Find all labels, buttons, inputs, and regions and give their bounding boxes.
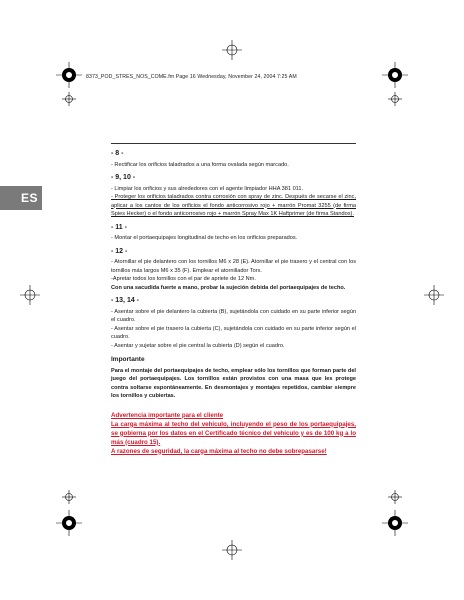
section-title: - 9, 10 -	[111, 174, 136, 181]
section-11	[111, 224, 356, 243]
registration-mark-icon	[382, 510, 408, 536]
section-title: - 12 -	[111, 247, 128, 255]
step-text: - Montar el portaequipajes longitudinal de techo en los orificios preparados.	[111, 235, 298, 241]
crosshair-icon	[388, 92, 402, 106]
warning-text: A razones de seguridad, la carga máxima al techo no debe sobrepasarse!	[111, 447, 327, 455]
crosshair-icon	[222, 540, 242, 560]
customer-warning	[111, 411, 356, 456]
registration-mark-icon	[382, 62, 408, 88]
section-title: - 11 -	[111, 223, 127, 231]
step-text: - Rectificar los orificios taladrados a una forma ovalada según marcado.	[111, 161, 289, 168]
warning-text: La carga máxima al techo del vehículo, incluyendo el peso de los portaequipajes, se gobierna por los datos en el Certificado técnico del vehículo y es de 100 kg a lo más (cuadro 15).	[111, 420, 356, 446]
section-9-10	[111, 174, 356, 219]
top-rule	[111, 143, 356, 144]
important-text: Para el montaje del portaequipajes de techo, emplear sólo los tornillos que forman parte del juego del portaequipajes. Los tornillos están provistos con una masa que les protege contra soltarse espontáneamente. En desmontajes y montajes repetidos, cambiar siempre los tornillos y cubiertas.	[111, 367, 356, 399]
crosshair-icon	[62, 92, 76, 106]
crosshair-icon	[20, 285, 40, 305]
crosshair-icon	[424, 285, 444, 305]
step-text: -Apretar todos los tornillos con el par de apriete de 12 Nm.	[111, 276, 256, 282]
important-heading: Importante	[111, 356, 145, 363]
step-text: - Limpiar los orificios y sus alrededores con el agente limpiador HHA 381 011.	[111, 185, 304, 192]
step-text: - Asentar sobre el pie delantero la cubierta (B), sujetándola con cuidado en su parte inferior según el cuadro.	[111, 308, 356, 323]
section-title: - 8 -	[111, 150, 124, 157]
language-tab: ES	[0, 186, 42, 210]
step-text: - Proteger los orificios taladrados contra corrosión con spray de zinc. Después de secarse el zinc, aplicar a los cantos de los orificios el fondo anticorrosivo rojo + marrón Promat 3255 (de firma Spies Hecker) o el fondo anticorrosivo rojo + marrón Spray Max 1K Haftprimer (de firma Standox).	[111, 194, 356, 217]
crosshair-icon	[388, 490, 402, 504]
section-12	[111, 248, 356, 293]
registration-mark-icon	[56, 510, 82, 536]
warning-title: Advertencia importante para el cliente	[111, 411, 224, 419]
crosshair-icon	[222, 40, 242, 60]
step-note-bold: Con una sacudida fuerte a mano, probar la sujeción debida del portaequipajes de techo.	[111, 284, 346, 291]
section-8	[111, 150, 356, 169]
section-13-14	[111, 297, 356, 350]
page-content	[111, 143, 356, 456]
file-header: 8373_POD_STRES_NOS_COME.fm Page 16 Wednesday, November 24, 2004 7:25 AM	[86, 74, 297, 80]
crosshair-icon	[62, 490, 76, 504]
step-text: - Atornillar el pie delantero con los tornillos M6 x 28 (E). Atornillar el pie trasero y el central con los tornillos más largos M6 x 35 (F). Emplear el atornillador Torx.	[111, 259, 356, 274]
step-text: - Asentar sobre el pie trasero la cubierta (C), sujetándola con cuidado en su parte inferior según el cuadro.	[111, 325, 356, 340]
section-title: - 13, 14 -	[111, 297, 140, 304]
step-text: - Asentar y sujetar sobre el pie central la cubierta (D) según el cuadro.	[111, 342, 285, 349]
registration-mark-icon	[56, 62, 82, 88]
